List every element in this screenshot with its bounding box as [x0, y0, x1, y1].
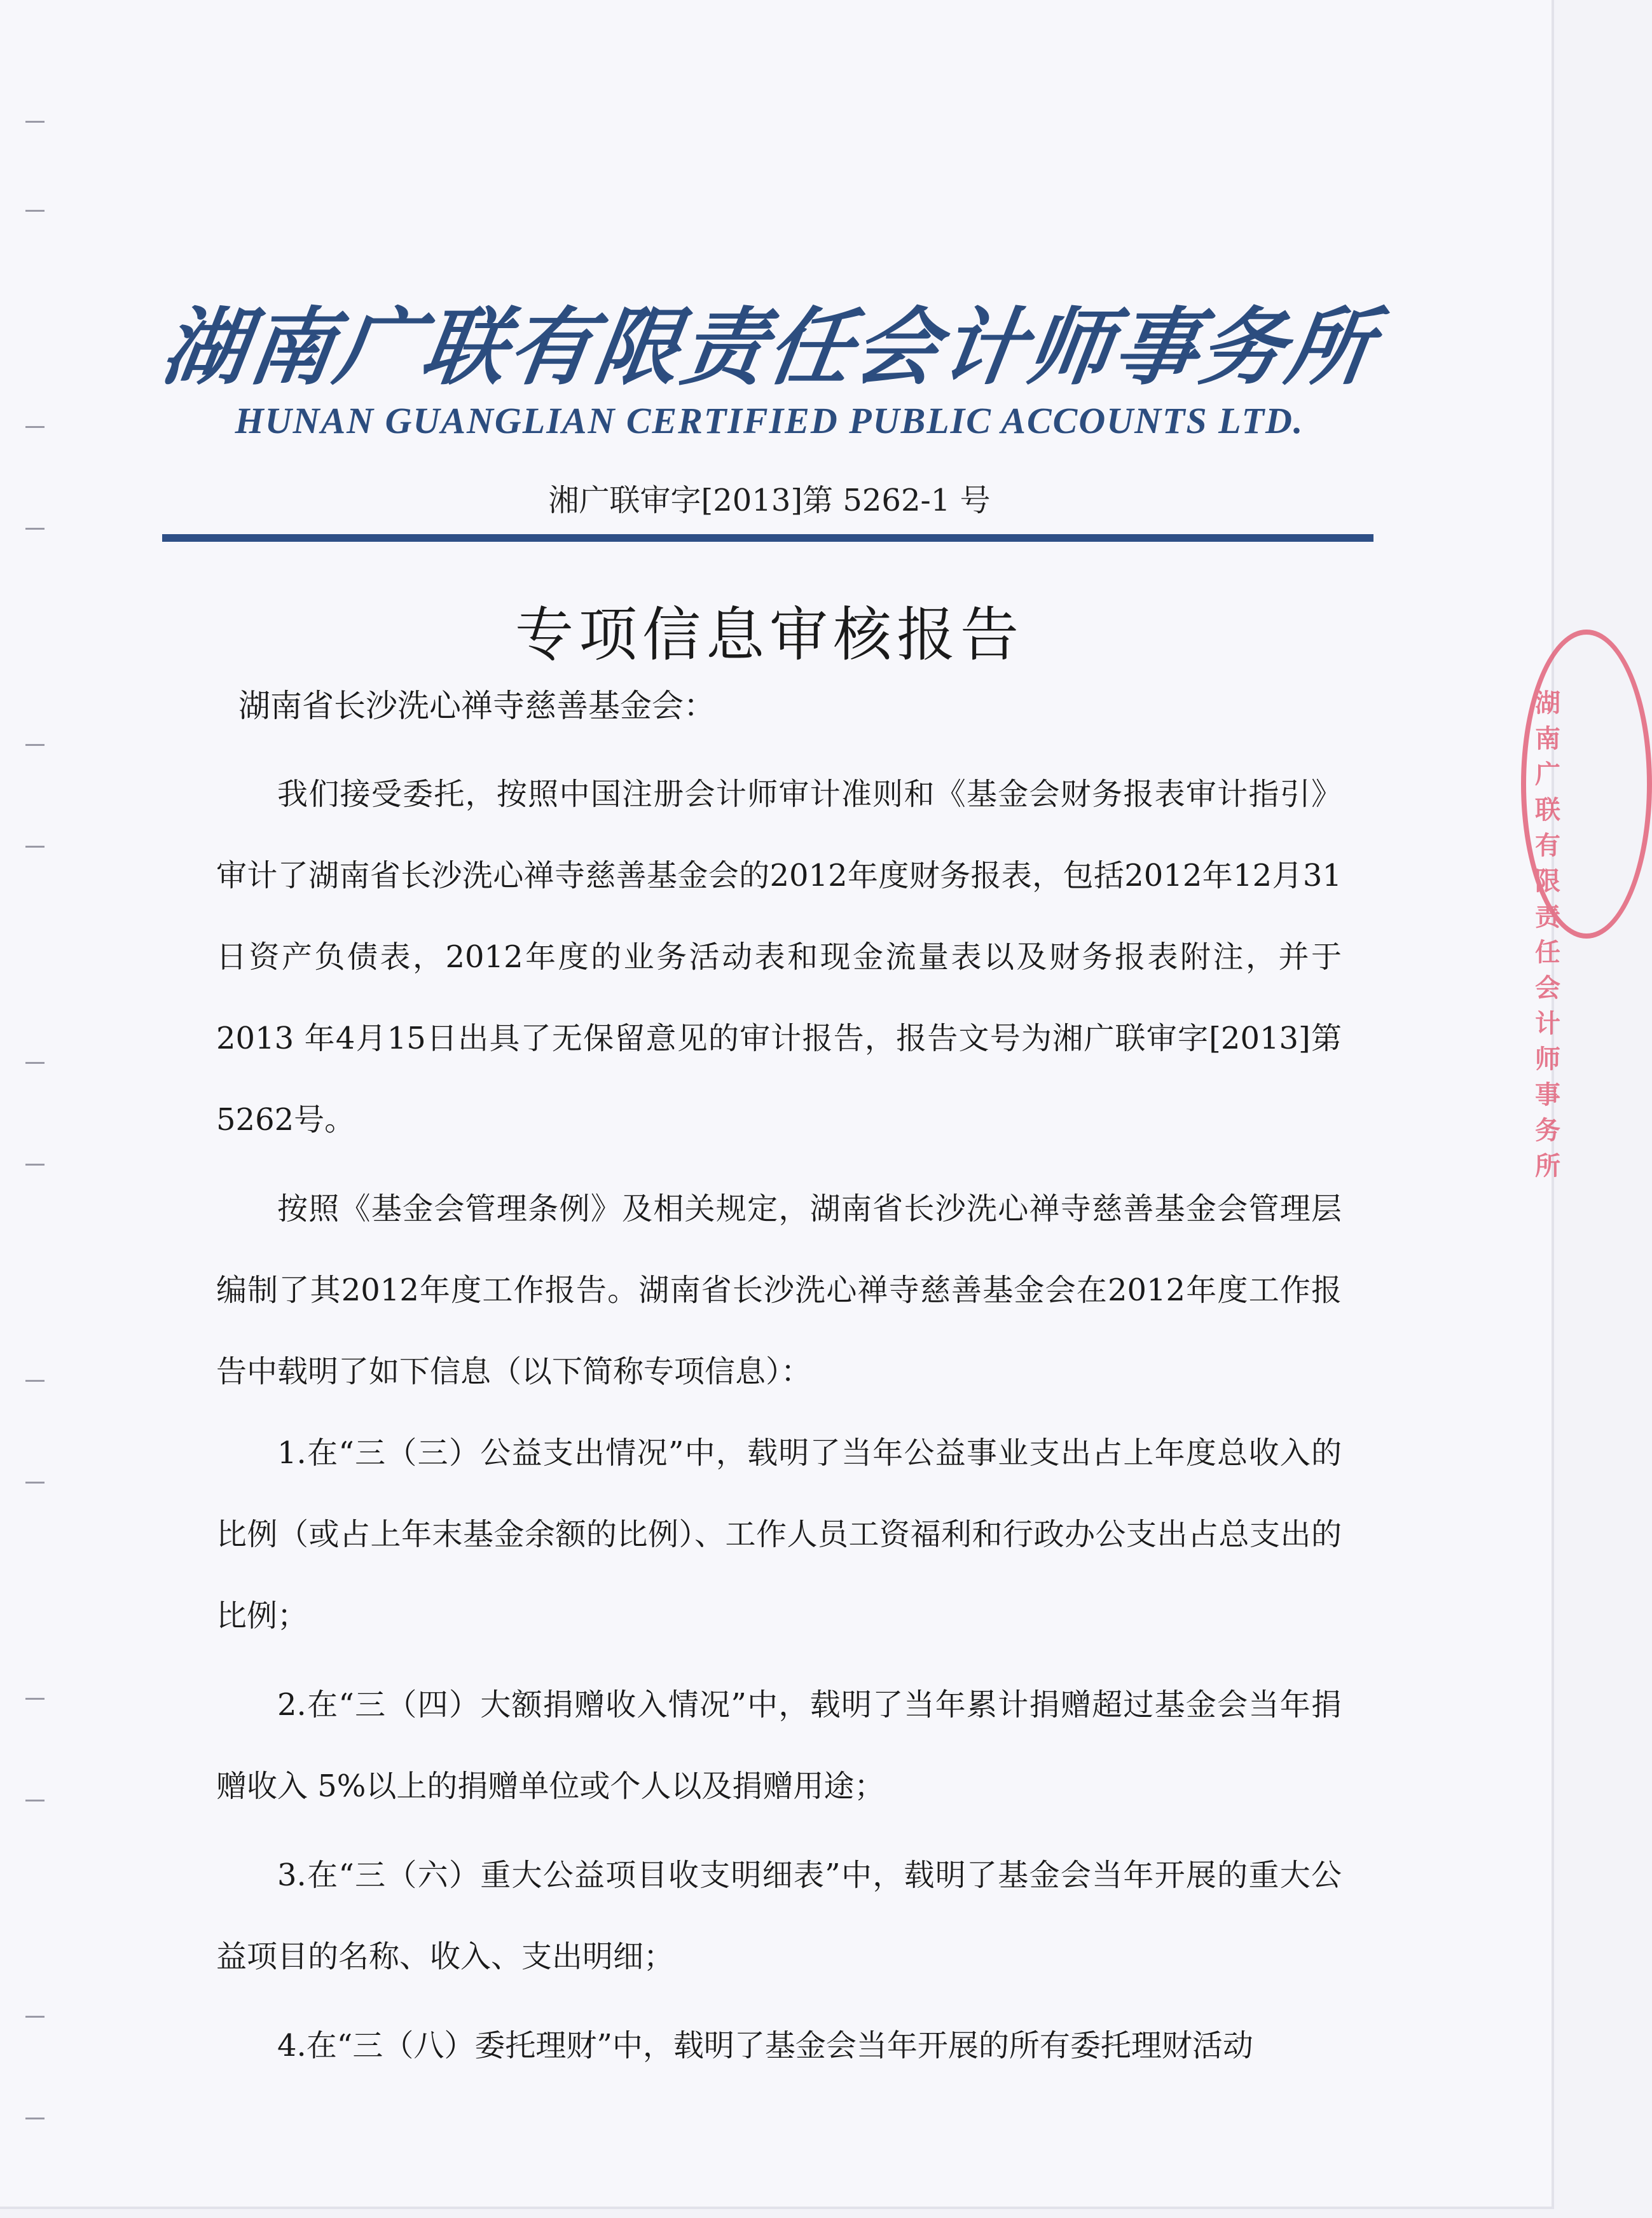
addressee: 湖南省长沙洗心禅寺慈善基金会： — [238, 687, 715, 724]
report-title: 专项信息审核报告 — [514, 601, 1024, 669]
paragraph-management-report: 按照《基金会管理条例》及相关规定，湖南省长沙洗心禅寺慈善基金会管理层编制了其2012年度工作报告。湖南省长沙洗心禅寺慈善基金会在2012年度工作报告中载明了如下信息（以下简称专项信息）： — [216, 1191, 1342, 1389]
paragraph-item-4: 4.在“三（八）委托理财”中，载明了基金会当年开展的所有委托理财活动 — [277, 2028, 1253, 2063]
official-seal-stamp — [1521, 630, 1652, 1181]
paragraph-item-3: 3.在“三（六）重大公益项目收支明细表”中，载明了基金会当年开展的重大公益项目的名称、收入、支出明细； — [216, 1857, 1342, 1974]
paragraph-item-1: 1.在“三（三）公益支出情况”中，载明了当年公益事业支出占上年度总收入的比例（或占上年末基金余额的比例）、工作人员工资福利和行政办公支出占总支出的比例； — [216, 1435, 1342, 1634]
paragraph-engagement: 我们接受委托，按照中国注册会计师审计准则和《基金会财务报表审计指引》审计了湖南省长沙洗心禅寺慈善基金会的2012年度财务报表，包括2012年12月31日资产负债表，2012年度的业务活动表和现金流量表以及财务报表附注，并于2013 年4月15日出具了无保留意见的审计报告，报告文号为湘广联审字[2013]第5262号。 — [216, 776, 1342, 1138]
report-body — [216, 754, 1342, 2086]
paragraph-item-2: 2.在“三（四）大额捐赠收入情况”中，载明了当年累计捐赠超过基金会当年捐赠收入 5%以上的捐赠单位或个人以及捐赠用途； — [216, 1687, 1342, 1804]
firm-name-chinese: 湖南广联有限责任会计师事务所 — [156, 299, 1381, 397]
firm-name-english: HUNAN GUANGLIAN CERTIFIED PUBLIC ACCOUNTS LTD. — [235, 400, 1304, 441]
header-divider — [162, 534, 1373, 542]
seal-text: 湖南广联有限责任会计师事务所 — [1535, 689, 1560, 1181]
document-number: 湘广联审字[2013]第 5262-1 号 — [548, 483, 991, 518]
